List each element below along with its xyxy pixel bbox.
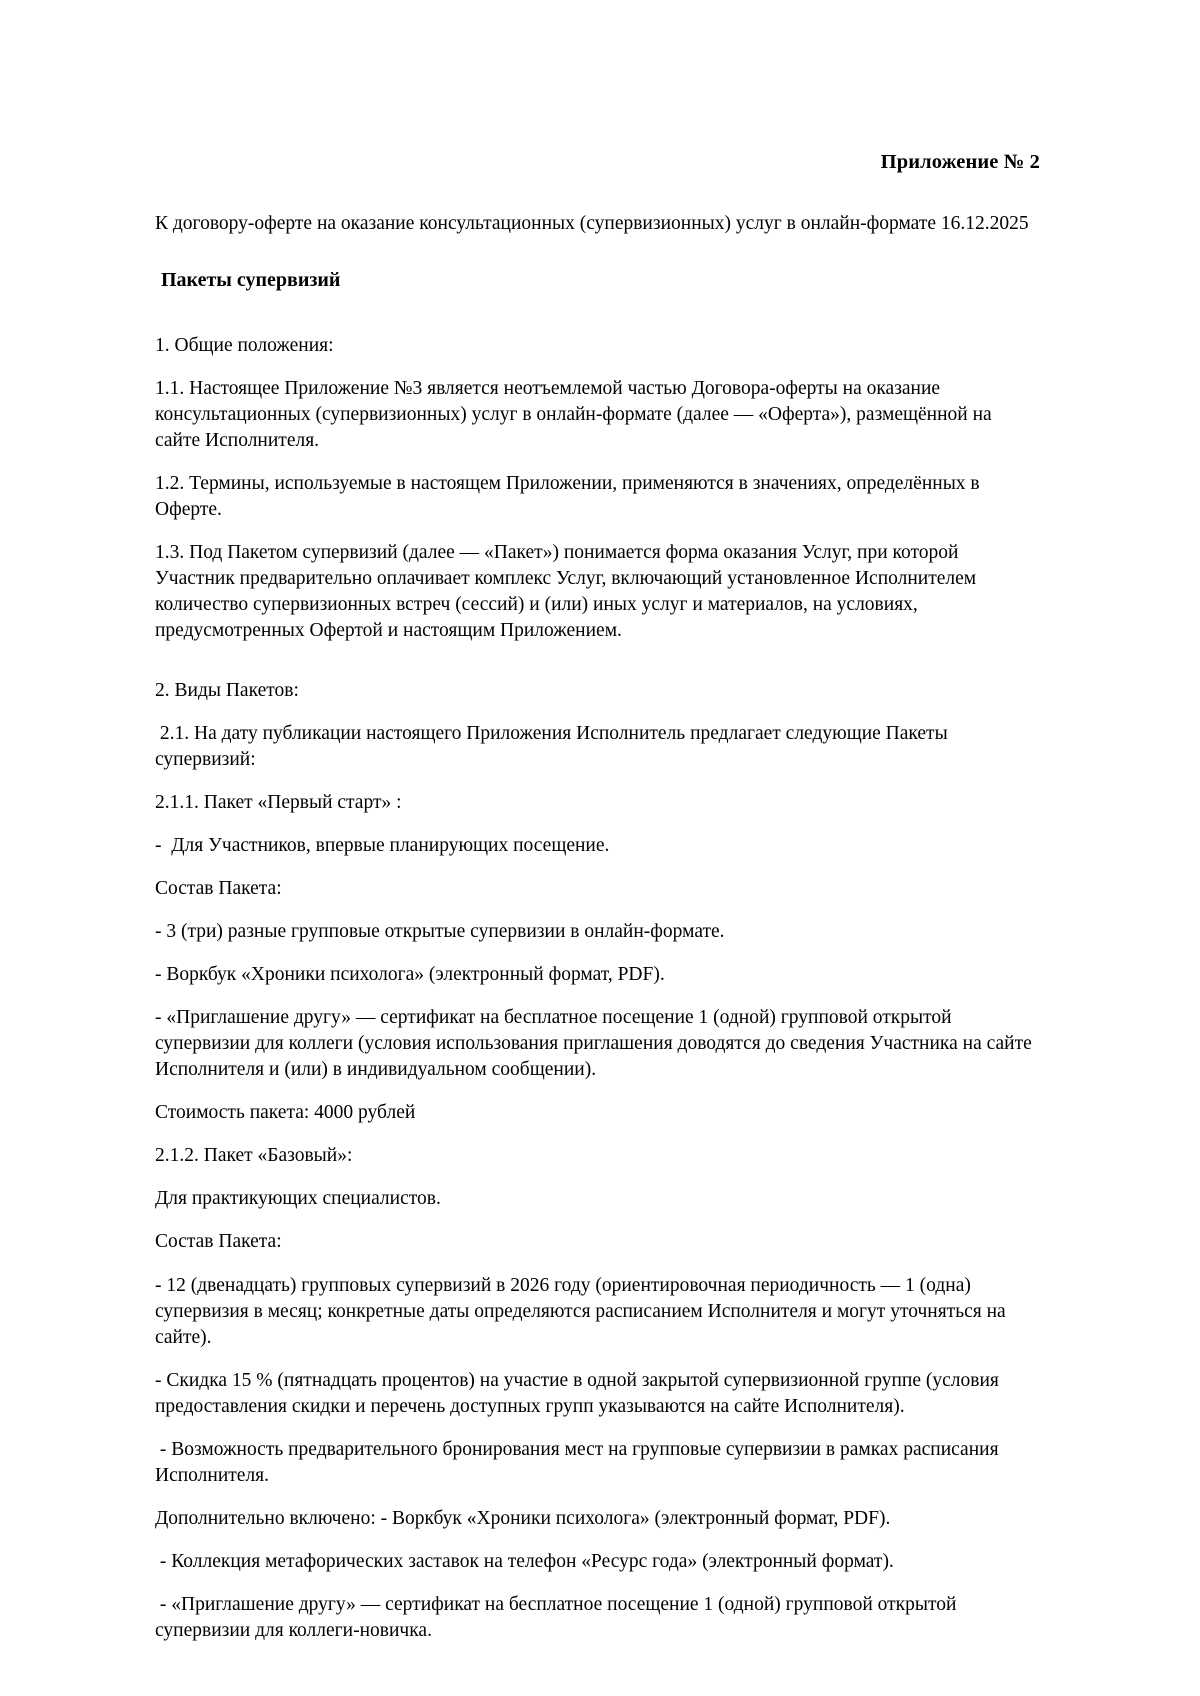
section-1-title: 1. Общие положения: xyxy=(155,334,334,356)
clause-1-1: 1.1. Настоящее Приложение №3 является неотъемлемой частью Договора-оферты на оказание консультационных (супервизионных) услуг в онлайн-формате (далее — «Оферта»), размещённой на сайте Исполнителя. xyxy=(155,377,997,451)
page-title: Приложение № 2 xyxy=(880,151,1040,173)
document-subtitle: К договору-оферте на оказание консультационных (супервизионных) услуг в онлайн-формате 16.12.2025 xyxy=(155,212,1029,234)
section-2-title: 2. Виды Пакетов: xyxy=(155,680,299,702)
package-2-extra-2: - Коллекция метафорических заставок на телефон «Ресурс года» (электронный формат). xyxy=(155,1550,894,1572)
package-2-item-2: - Скидка 15 % (пятнадцать процентов) на участие в одной закрытой супервизионной группе (условия предоставления скидки и перечень доступных групп указываются на сайте Исполнителя). xyxy=(155,1369,1004,1417)
package-2-extra-3: - «Приглашение другу» — сертификат на бесплатное посещение 1 (одной) групповой открытой супервизии для коллеги-новичка. xyxy=(155,1593,962,1641)
package-1-item-3: - «Приглашение другу» — сертификат на бесплатное посещение 1 (одной) групповой открытой супервизии для коллеги (условия использования приглашения доводятся до сведения Участника на сайте Исполнителя и (или) в индивидуальном сообщении). xyxy=(155,1007,1037,1081)
clause-1-3: 1.3. Под Пакетом супервизий (далее — «Пакет») понимается форма оказания Услуг, при которой Участник предварительно оплачивает комплекс Услуг, включающий установленное Исполнителем количество супервизионных встреч (сессий) и (или) иных услуг и материалов, на условиях, предусмотренных Офертой и настоящим Приложением. xyxy=(155,541,982,641)
document-heading: Пакеты супервизий xyxy=(161,268,341,291)
package-2-extra-1: Дополнительно включено: - Воркбук «Хроники психолога» (электронный формат, PDF). xyxy=(155,1507,891,1529)
package-1-audience: - Для Участников, впервые планирующих посещение. xyxy=(155,835,610,857)
clause-2-1-1: 2.1.1. Пакет «Первый старт» : xyxy=(155,792,402,814)
package-2-composition-label: Состав Пакета: xyxy=(155,1231,282,1253)
package-1-item-1: - 3 (три) разные групповые открытые супервизии в онлайн-формате. xyxy=(155,921,725,943)
clause-2-1-2: 2.1.2. Пакет «Базовый»: xyxy=(155,1145,353,1167)
clause-1-2: 1.2. Термины, используемые в настоящем Приложении, применяются в значениях, определённых в Оферте. xyxy=(155,472,985,520)
package-2-item-3: - Возможность предварительного бронирования мест на групповые супервизии в рамках расписания Исполнителя. xyxy=(155,1438,1004,1486)
package-2-audience: Для практикующих специалистов. xyxy=(155,1188,441,1210)
package-1-price: Стоимость пакета: 4000 рублей xyxy=(155,1102,416,1124)
package-2-item-1: - 12 (двенадцать) групповых супервизий в 2026 году (ориентировочная периодичность — 1 (одна) супервизия в месяц; конкретные даты определяются расписанием Исполнителя и могут уточняться на сайте). xyxy=(155,1274,1011,1348)
package-1-composition-label: Состав Пакета: xyxy=(155,878,282,900)
package-1-item-2: - Воркбук «Хроники психолога» (электронный формат, PDF). xyxy=(155,964,665,986)
clause-2-1: 2.1. На дату публикации настоящего Приложения Исполнитель предлагает следующие Пакеты супервизий: xyxy=(155,723,953,771)
